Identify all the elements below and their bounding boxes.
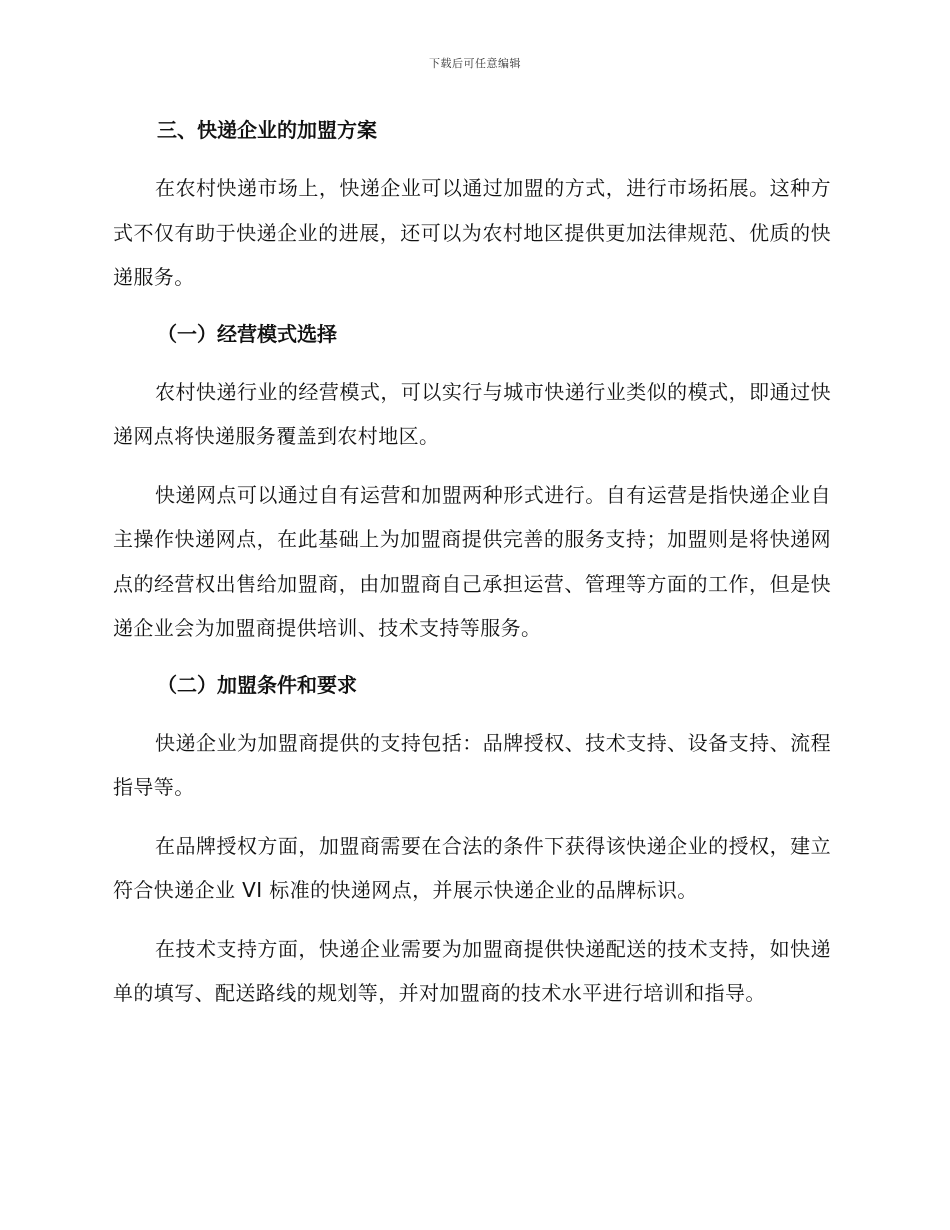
section-title: 三、快递企业的加盟方案	[157, 118, 377, 142]
subsection-2-paragraph-2: 在品牌授权方面，加盟商需要在合法的条件下获得该快递企业的授权，建立符合快递企业 VI 标准的快递网点，并展示快递企业的品牌标识。	[113, 833, 831, 902]
document-body	[113, 110, 831, 1030]
subsection-1-title: （一）经营模式选择	[157, 321, 337, 346]
subsection-2-paragraph-1: 快递企业为加盟商提供的支持包括：品牌授权、技术支持、设备支持、流程指导等。	[113, 730, 831, 799]
header-note: 下载后可任意编辑	[429, 57, 521, 70]
subsection-1-paragraph-2: 快递网点可以通过自有运营和加盟两种形式进行。自有运营是指快递企业自主操作快递网点，在此基础上为加盟商提供完善的服务支持；加盟则是将快递网点的经营权出售给加盟商，由加盟商自己承担运营、管理等方面的工作，但是快递企业会为加盟商提供培训、技术支持等服务。	[113, 482, 831, 640]
subsection-2-title: （二）加盟条件和要求	[157, 672, 357, 697]
section-intro-paragraph: 在农村快递市场上，快递企业可以通过加盟的方式，进行市场拓展。这种方式不仅有助于快递企业的进展，还可以为农村地区提供更加法律规范、优质的快递服务。	[113, 176, 831, 289]
subsection-2-paragraph-3: 在技术支持方面，快递企业需要为加盟商提供快递配送的技术支持，如快递单的填写、配送路线的规划等，并对加盟商的技术水平进行培训和指导。	[113, 936, 831, 1005]
subsection-1-paragraph-1: 农村快递行业的经营模式，可以实行与城市快递行业类似的模式，即通过快递网点将快递服务覆盖到农村地区。	[113, 379, 831, 448]
